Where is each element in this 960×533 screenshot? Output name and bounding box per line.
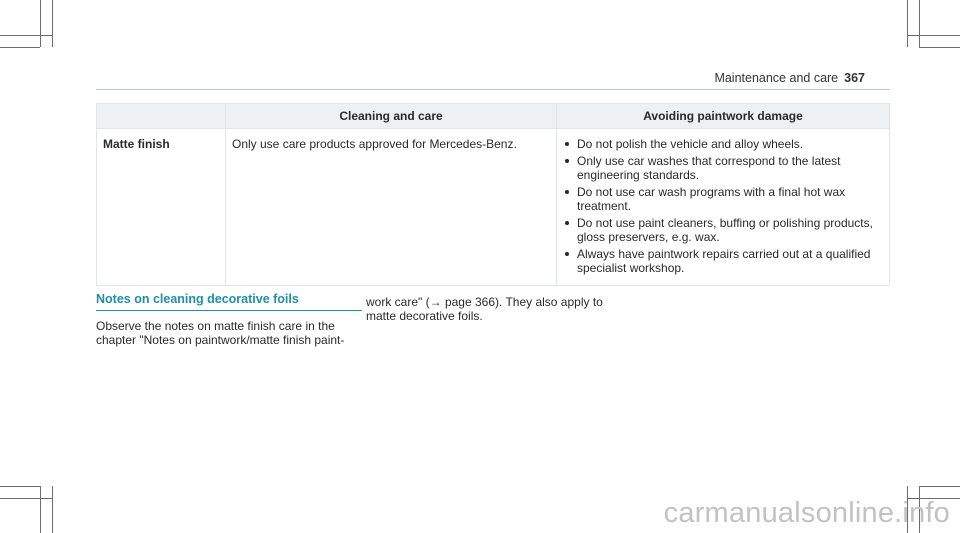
running-header bbox=[714, 71, 865, 85]
crop-mark bbox=[907, 35, 960, 36]
crop-mark bbox=[0, 47, 40, 48]
section-text-column-2 bbox=[366, 295, 628, 323]
crop-mark bbox=[919, 486, 960, 487]
list-item: Always have paintwork repairs carried out at a qualified specialist workshop. bbox=[563, 247, 883, 275]
header-divider bbox=[96, 89, 890, 90]
crop-mark bbox=[0, 35, 52, 36]
table-row bbox=[97, 129, 890, 286]
watermark: carmanualsonline.info bbox=[663, 497, 950, 529]
column-header bbox=[97, 104, 226, 129]
list-item: Do not polish the vehicle and alloy wheels. bbox=[563, 137, 883, 151]
crop-mark bbox=[52, 0, 53, 47]
avoiding-list bbox=[563, 137, 883, 275]
crop-mark bbox=[40, 0, 41, 47]
column-header-avoiding: Avoiding paintwork damage bbox=[557, 104, 890, 129]
row-label: Matte finish bbox=[97, 129, 226, 286]
crop-mark bbox=[40, 486, 41, 533]
crop-mark bbox=[919, 47, 960, 48]
crop-mark bbox=[907, 0, 908, 47]
crop-mark bbox=[919, 0, 920, 47]
list-item: Only use car washes that correspond to the latest engineering standards. bbox=[563, 154, 883, 182]
cleaning-cell: Only use care products approved for Mercedes-Benz. bbox=[226, 129, 557, 286]
section-title-underline bbox=[96, 310, 362, 311]
page-reference-link[interactable]: page 366). They also apply to matte decorative foils. bbox=[366, 295, 603, 323]
column-header-cleaning: Cleaning and care bbox=[226, 104, 557, 129]
section-title: Notes on cleaning decorative foils bbox=[96, 292, 299, 306]
table-header-row bbox=[97, 104, 890, 129]
list-item: Do not use paint cleaners, buffing or polishing products, gloss preservers, e.g. wax. bbox=[563, 216, 883, 244]
care-table bbox=[96, 103, 890, 286]
avoiding-cell bbox=[557, 129, 890, 286]
section-text-column-1: Observe the notes on matte finish care in the chapter "Notes on paintwork/matte finish paint- bbox=[96, 319, 345, 347]
crop-mark bbox=[0, 486, 40, 487]
page-number: 367 bbox=[844, 71, 865, 85]
list-item: Do not use car wash programs with a final hot wax treatment. bbox=[563, 185, 883, 213]
header-section: Maintenance and care bbox=[714, 71, 839, 85]
crop-mark bbox=[0, 498, 52, 499]
crop-mark bbox=[52, 486, 53, 533]
page-reference-arrow-icon: → bbox=[429, 295, 442, 309]
section-text-start: work care" ( bbox=[366, 295, 430, 309]
